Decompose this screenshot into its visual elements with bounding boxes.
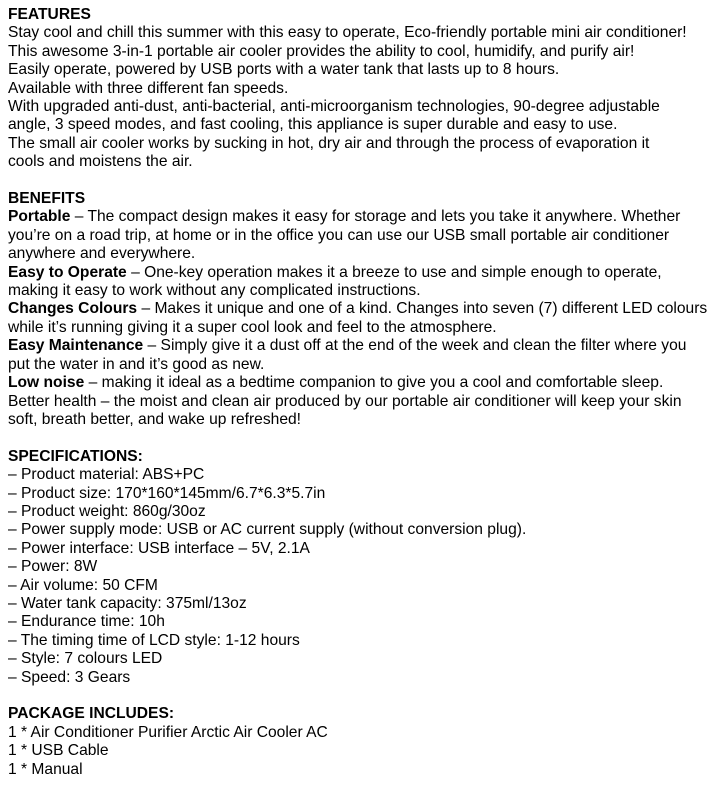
benefit-item-easy-to-operate	[8, 264, 708, 301]
specifications-heading: SPECIFICATIONS:	[8, 447, 143, 465]
benefit-item-changes-colours	[8, 300, 708, 337]
package-item: 1 * USB Cable	[8, 742, 109, 760]
section-spacer	[8, 429, 708, 447]
features-line: angle, 3 speed modes, and fast cooling, this appliance is super durable and easy to use.	[8, 116, 618, 134]
features-line: The small air cooler works by sucking in hot, dry air and through the process of evaporation it	[8, 134, 650, 152]
package-item: 1 * Manual	[8, 760, 83, 778]
features-line: With upgraded anti-dust, anti-bacterial, anti-microorganism technologies, 90-degree adjustable	[8, 98, 660, 116]
spec-item: – Product size: 170*160*145mm/6.7*6.3*5.7in	[8, 484, 326, 502]
spec-item: – Water tank capacity: 375ml/13oz	[8, 594, 247, 612]
benefits-heading: BENEFITS	[8, 190, 86, 208]
benefits-section	[8, 190, 708, 429]
spec-item: – Product weight: 860g/30oz	[8, 502, 206, 520]
benefit-term: Easy Maintenance	[8, 337, 144, 355]
benefit-term: Portable	[8, 208, 71, 226]
benefit-text: – Makes it unique and one of a kind. Changes into seven (7) different LED colours while it’s running giving it a super cool look and feel to the atmosphere.	[8, 300, 708, 336]
spec-item: – The timing time of LCD style: 1-12 hours	[8, 631, 300, 649]
features-line: Available with three different fan speeds.	[8, 79, 289, 97]
benefit-term: Low noise	[8, 374, 85, 392]
specifications-section	[8, 448, 708, 687]
benefit-item-easy-maintenance	[8, 337, 708, 374]
section-spacer	[8, 172, 708, 190]
features-line: Stay cool and chill this summer with this easy to operate, Eco-friendly portable mini air conditioner!	[8, 24, 687, 42]
product-description-document	[8, 6, 708, 779]
benefit-item-portable	[8, 208, 708, 263]
features-line: This awesome 3-in-1 portable air cooler provides the ability to cool, humidify, and purify air!	[8, 42, 635, 60]
section-spacer	[8, 687, 708, 705]
benefit-item-low-noise	[8, 374, 708, 392]
spec-item: – Speed: 3 Gears	[8, 668, 131, 686]
features-heading: FEATURES	[8, 6, 91, 23]
spec-item: – Power supply mode: USB or AC current supply (without conversion plug).	[8, 521, 527, 539]
features-section	[8, 6, 708, 172]
package-item: 1 * Air Conditioner Purifier Arctic Air Cooler AC	[8, 723, 328, 741]
benefit-item-better-health: Better health – the moist and clean air produced by our portable air conditioner will keep your skin soft, breath better, and wake up refreshed!	[8, 392, 682, 428]
benefit-term: Easy to Operate	[8, 263, 127, 281]
benefit-term: Changes Colours	[8, 300, 138, 318]
benefit-text: – One-key operation makes it a breeze to use and simple enough to operate, making it easy to work without any complicated instructions.	[8, 263, 662, 300]
benefit-text: – making it ideal as a bedtime companion to give you a cool and comfortable sleep.	[84, 374, 664, 392]
spec-item: – Power interface: USB interface – 5V, 2.1A	[8, 539, 310, 557]
benefit-text: – The compact design makes it easy for storage and lets you take it anywhere. Whether you’re on a road trip, at home or in the office you can use our USB small portable air conditioner anywhere and everywhere.	[8, 208, 681, 263]
package-section	[8, 705, 708, 779]
features-line: Easily operate, powered by USB ports with a water tank that lasts up to 8 hours.	[8, 61, 560, 79]
spec-item: – Power: 8W	[8, 558, 98, 576]
package-heading: PACKAGE INCLUDES:	[8, 705, 175, 723]
spec-item: – Product material: ABS+PC	[8, 466, 205, 484]
spec-item: – Air volume: 50 CFM	[8, 576, 158, 594]
spec-item: – Endurance time: 10h	[8, 613, 165, 631]
features-line: cools and moistens the air.	[8, 153, 193, 171]
spec-item: – Style: 7 colours LED	[8, 650, 163, 668]
benefit-text: – Simply give it a dust off at the end of the week and clean the filter where you put the water in and it’s good as new.	[8, 337, 687, 373]
